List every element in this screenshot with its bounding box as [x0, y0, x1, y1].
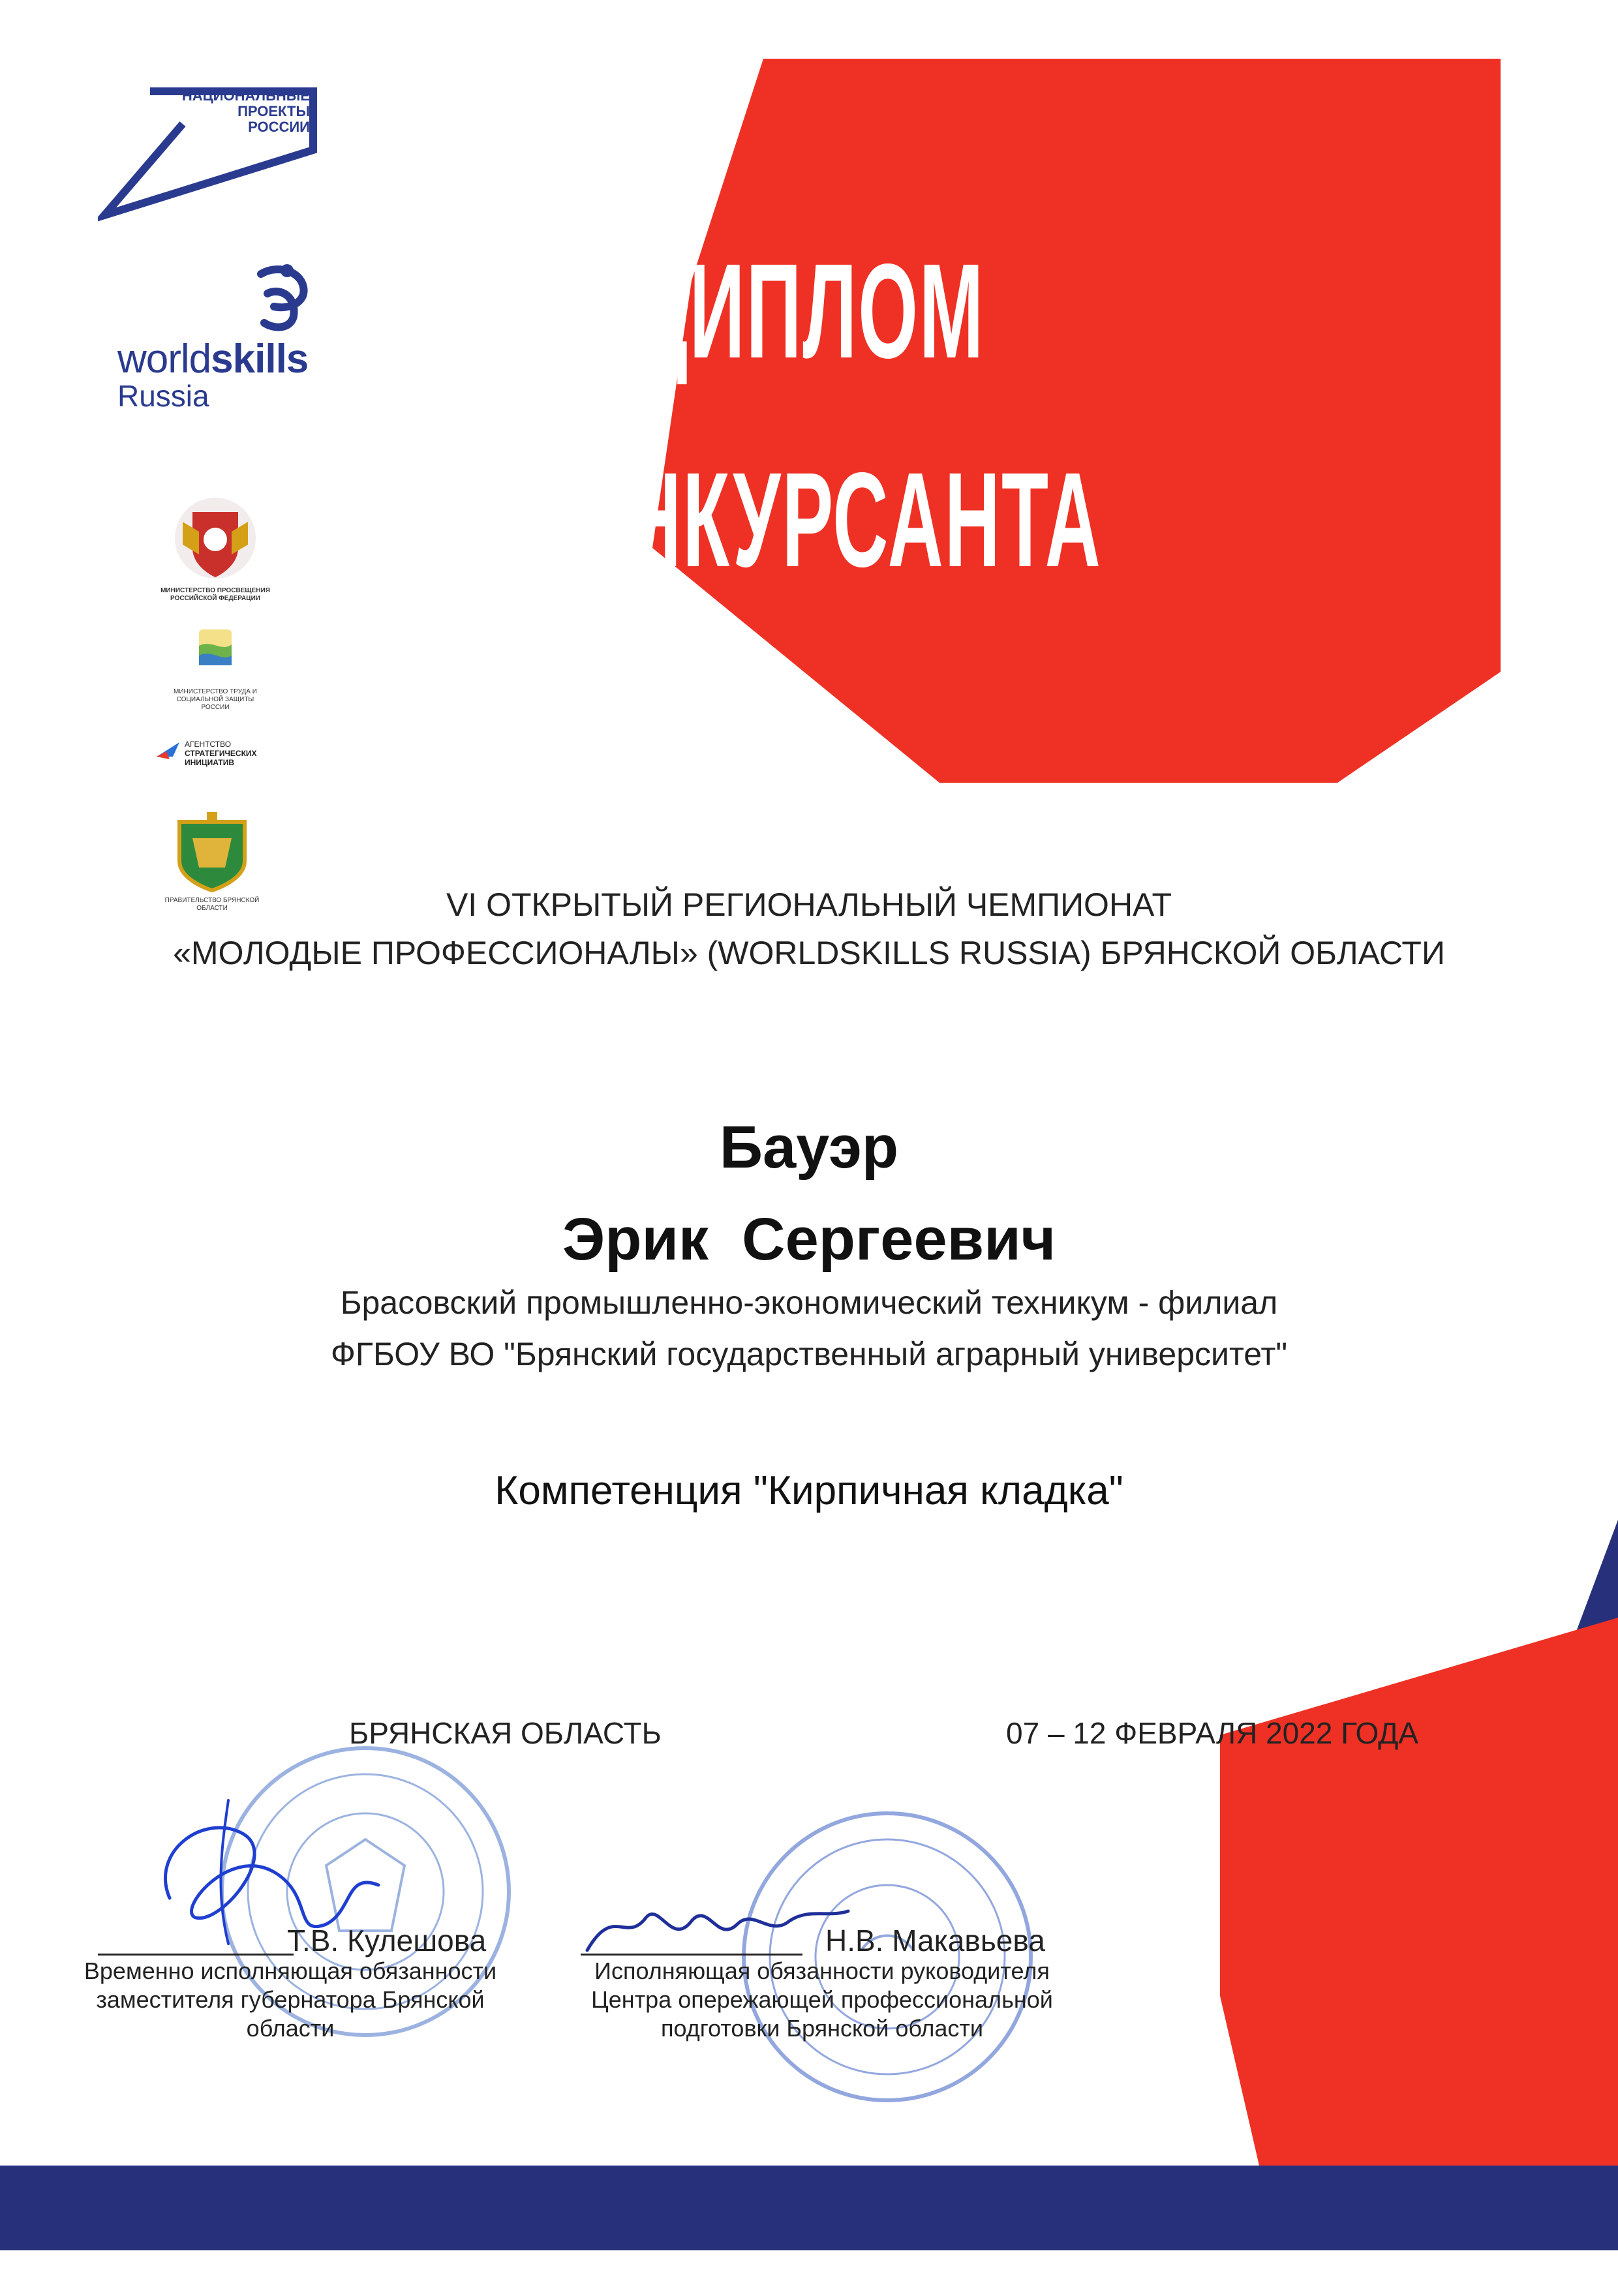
- signatory-right-position-line-3: подготовки Брянской области: [661, 2015, 983, 2042]
- signatory-left-name: Т.В. Кулешова: [287, 1924, 487, 1957]
- bottom-stripe: [0, 2166, 1618, 2250]
- title-line-2: КОНКУРСАНТА: [516, 445, 1102, 596]
- np-line-2: ПРОЕКТЫ: [237, 103, 310, 119]
- np-line-3: РОССИИ: [248, 119, 310, 135]
- np-line-1: НАЦИОНАЛЬНЫЕ: [181, 87, 310, 104]
- ministry-labor-logo: [163, 626, 267, 712]
- ministry-education-logo: [150, 492, 281, 603]
- signatory-right-position-line-2: Центра опережающей профессиональной: [591, 1986, 1053, 2013]
- signatory-left-position-line-3: области: [246, 2015, 335, 2042]
- championship-line-1: VI ОТКРЫТЫЙ РЕГИОНАЛЬНЫЙ ЧЕМПИОНАТ: [446, 886, 1172, 923]
- national-projects-logo: [98, 85, 320, 235]
- signature-line-right: [581, 1954, 802, 1956]
- signatory-right-position-line-1: Исполняющая обязанности руководителя: [594, 1957, 1050, 1984]
- championship-line-2: «МОЛОДЫЕ ПРОФЕССИОНАЛЫ» (WORLDSKILLS RUSSIA) БРЯНСКОЙ ОБЛАСТИ: [173, 935, 1445, 971]
- signatory-right-position: [568, 1957, 1076, 2043]
- competence: Компетенция "Кирпичная кладка": [495, 1468, 1123, 1513]
- worldskills-world: world: [117, 337, 211, 382]
- signature-line-left: [98, 1954, 294, 1956]
- agency-line-2: СТРАТЕГИЧЕСКИХ: [185, 749, 257, 758]
- participant-surname: Бауэр: [719, 1114, 899, 1181]
- title-line-1: ДИПЛОМ: [633, 236, 985, 387]
- worldskills-russia: Russia: [117, 379, 209, 413]
- agency-line-3: ИНИЦИАТИВ: [185, 758, 234, 767]
- ministry-labor-caption: МИНИСТЕРСТВО ТРУДА И СОЦИАЛЬНОЙ ЗАЩИТЫ РОССИИ: [174, 688, 257, 711]
- signatory-left-position-line-1: Временно исполняющая обязанности: [84, 1957, 497, 1984]
- worldskills-skills: skills: [211, 337, 309, 382]
- agency-arrow-icon: [153, 737, 186, 763]
- ministry-labor-emblem-icon: [163, 626, 267, 685]
- worldskills-emblem-icon: [248, 261, 320, 333]
- agency-line-1: АГЕНТСТВО: [185, 740, 232, 749]
- worldskills-logo: [117, 261, 333, 411]
- event-dates: 07 – 12 ФЕВРАЛЯ 2022 ГОДА: [1006, 1716, 1419, 1750]
- signatory-left-position: [59, 1957, 522, 2043]
- participant-given-names: Эрик Сергеевич: [562, 1206, 1056, 1273]
- signatory-left-position-line-2: заместителя губернатора Брянской: [96, 1986, 485, 2013]
- bryansk-coat-of-arms-icon: [160, 809, 264, 894]
- signatory-right-name: Н.В. Макавьева: [825, 1924, 1045, 1957]
- organization-line-2: ФГБОУ ВО "Брянский государственный аграрный университет": [330, 1336, 1288, 1372]
- government-caption: ПРАВИТЕЛЬСТВО БРЯНСКОЙ ОБЛАСТИ: [164, 897, 260, 912]
- coat-of-arms-icon: [150, 492, 281, 584]
- ministry-education-caption: МИНИСТЕРСТВО ПРОСВЕЩЕНИЯ РОССИЙСКОЙ ФЕДЕРАЦИИ: [160, 587, 270, 602]
- place: БРЯНСКАЯ ОБЛАСТЬ: [349, 1716, 662, 1750]
- organization-line-1: Брасовский промышленно-экономический техникум - филиал: [340, 1284, 1278, 1321]
